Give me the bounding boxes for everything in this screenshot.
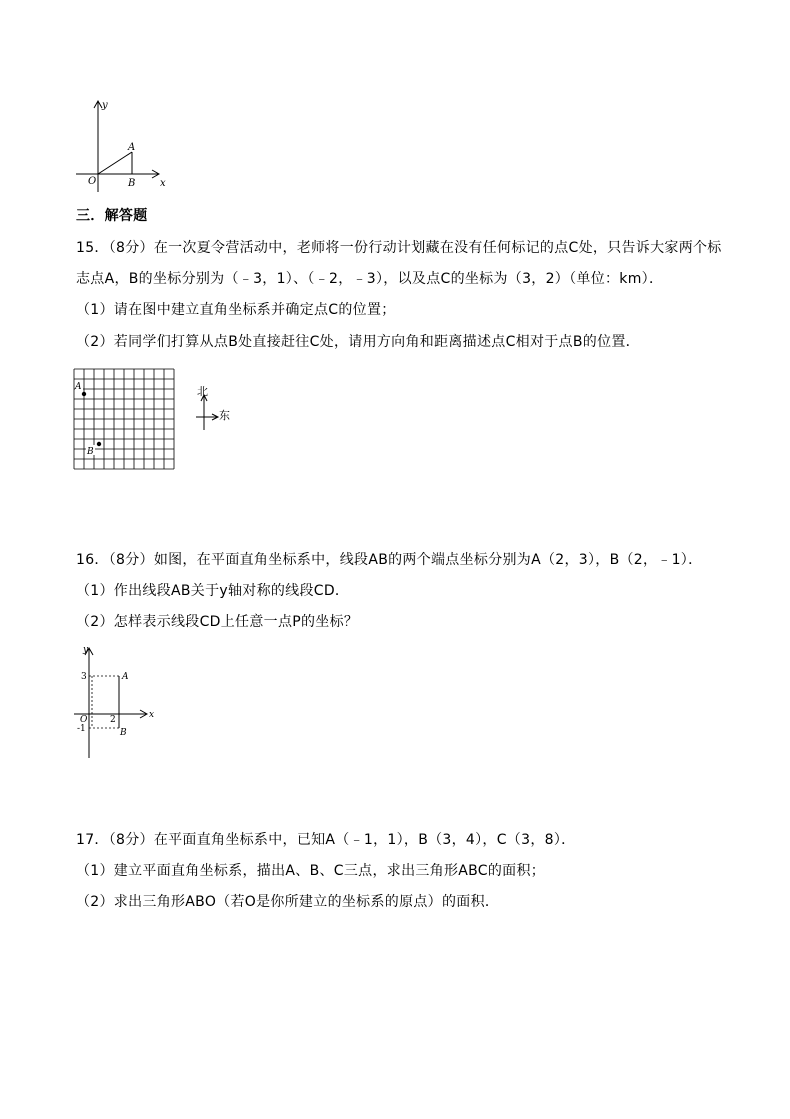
- q17-part2: （2）求出三角形ABO（若O是你所建立的坐标系的原点）的面积．: [76, 894, 500, 910]
- q16-line1: 16．（8分）如图，在平面直角坐标系中，线段AB的两个端点坐标分别为A（2，3），B（2，﹣1）．: [76, 552, 703, 568]
- q16-x-label: x: [149, 710, 155, 720]
- section-title: 三．解答题: [76, 208, 148, 224]
- q16-figure: [70, 643, 170, 763]
- q15-part1: （1）请在图中建立直角坐标系并确定点C的位置；: [76, 302, 396, 318]
- tick-3: 3: [81, 672, 87, 682]
- grid-label-b: B: [87, 447, 94, 457]
- top-figure: [72, 96, 172, 196]
- q16-y-label: y: [83, 645, 89, 655]
- tick-neg1: -1: [77, 724, 86, 734]
- point-b-label: B: [120, 728, 127, 738]
- tick-2: 2: [110, 715, 116, 725]
- grid-label-a: A: [75, 382, 82, 392]
- q15-grid-figure: [72, 367, 178, 473]
- q16-part1: （1）作出线段AB关于y轴对称的线段CD．: [76, 583, 350, 599]
- q15-line2: 志点A，B的坐标分别为（﹣3，1）、（﹣2，﹣3），以及点C的坐标为（3，2）（单位：km）．: [76, 271, 664, 287]
- origin-label: O: [88, 176, 97, 187]
- q15-line1: 15．（8分）在一次夏令营活动中，老师将一份行动计划藏在没有任何标记的点C处，只告诉大家两个标: [76, 240, 722, 256]
- point-a-label: A: [128, 142, 136, 153]
- compass-east-label: 东: [219, 409, 230, 422]
- point-a-label: A: [122, 672, 129, 682]
- segment-oa: [98, 152, 132, 174]
- y-label: y: [102, 100, 108, 111]
- x-label: x: [160, 178, 166, 189]
- q17-line1: 17．（8分）在平面直角坐标系中，已知A（﹣1，1），B（3，4），C（3，8）．: [76, 832, 576, 848]
- grid-point-a: [82, 392, 86, 396]
- q16-origin: O: [80, 715, 88, 725]
- q17-part1: （1）建立平面直角坐标系，描出A、B、C三点，求出三角形ABC的面积；: [76, 863, 546, 879]
- q15-part2: （2）若同学们打算从点B处直接赶往C处，请用方向角和距离描述点C相对于点B的位置．: [76, 334, 640, 350]
- q16-part2: （2）怎样表示线段CD上任意一点P的坐标？: [76, 614, 359, 630]
- grid-point-b: [97, 442, 101, 446]
- point-b-label: B: [128, 178, 136, 189]
- compass-north-label: 北: [197, 385, 208, 398]
